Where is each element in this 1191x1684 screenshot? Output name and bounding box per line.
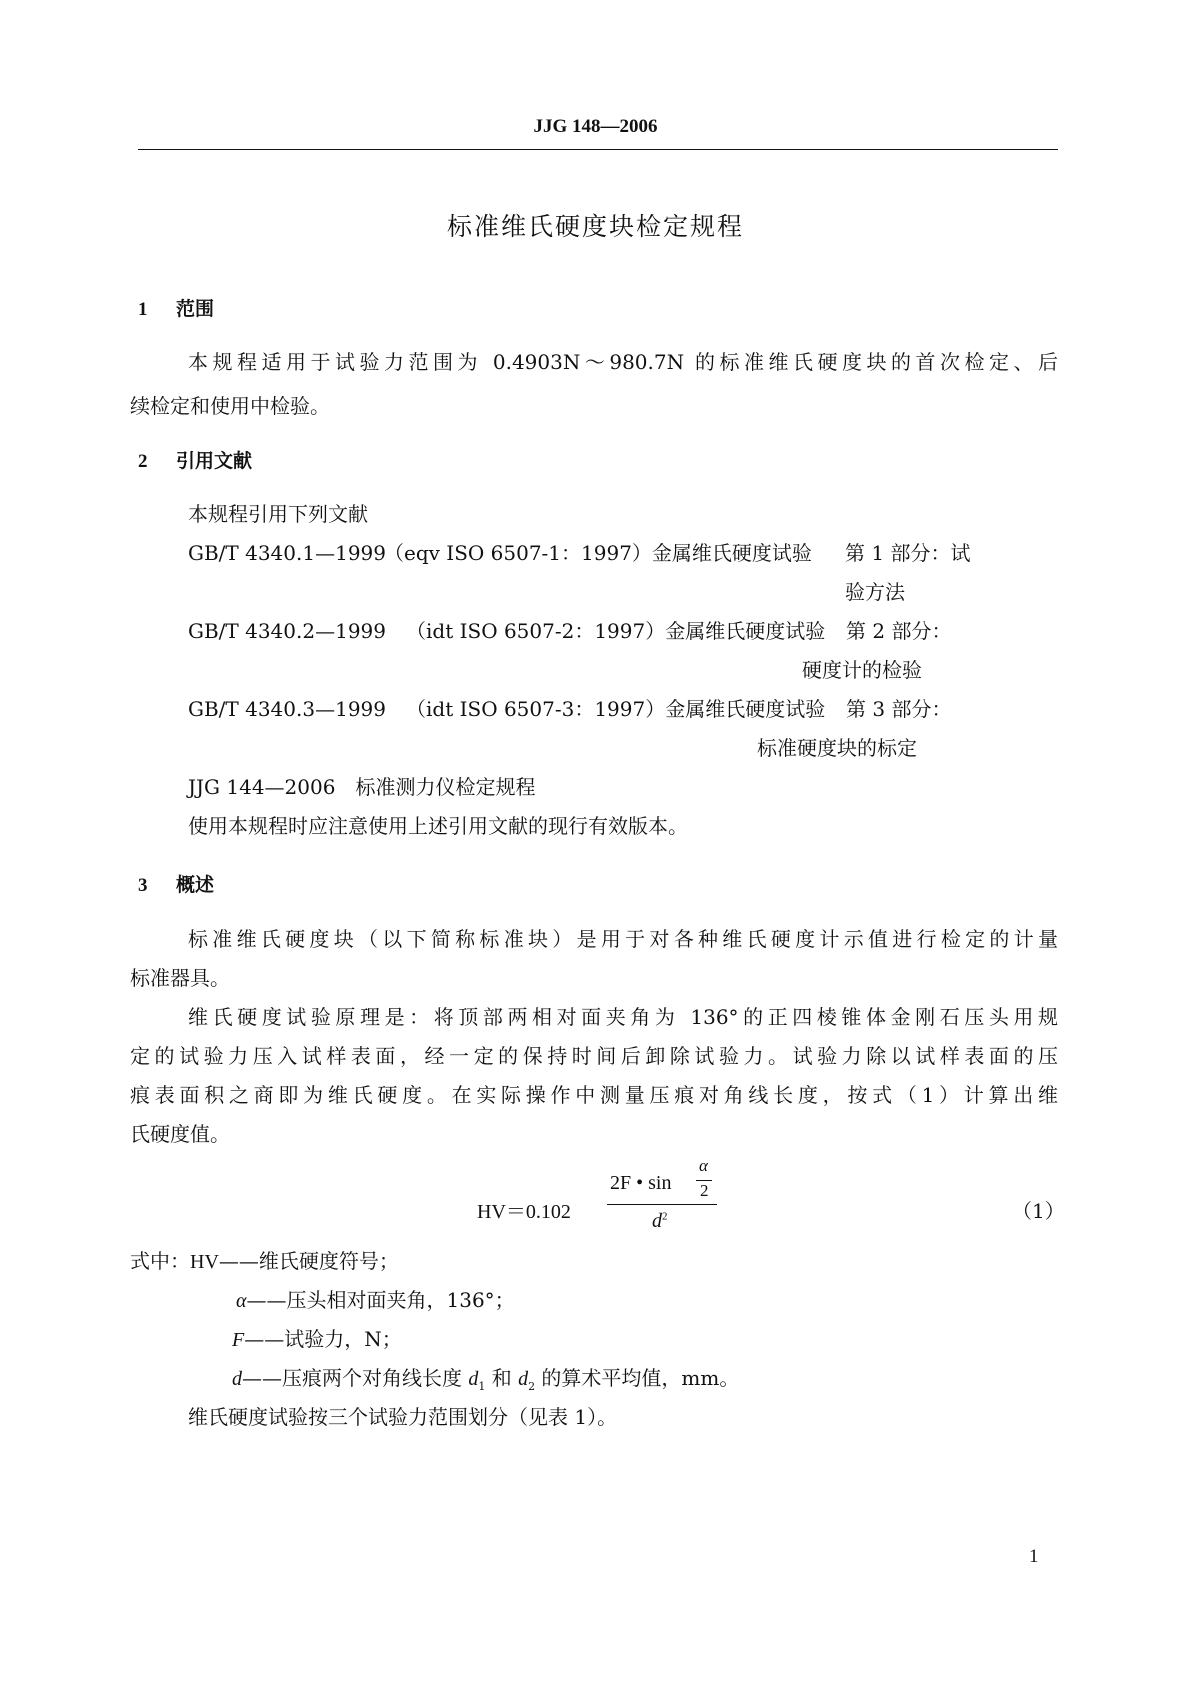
definition-tail: 的算术平均值，mm。 (535, 1366, 740, 1390)
formula-label: （1） (1012, 1199, 1065, 1223)
reference-part-cont: 硬度计的检验 (802, 658, 922, 682)
reference-part: 第 3 部分： (846, 697, 952, 721)
reference-standard: （idt ISO 6507-2：1997）金属维氏硬度试验 (406, 619, 826, 643)
references-note: 使用本规程时应注意使用上述引用文献的现行有效版本。 (188, 814, 688, 838)
definition-text: ——压头相对面夹角，136°； (246, 1288, 515, 1312)
page-number: 1 (1029, 1546, 1039, 1567)
section-3-heading (138, 870, 214, 897)
section-2-heading (138, 446, 252, 473)
section-1-heading (138, 294, 214, 321)
section-number: 1 (138, 299, 148, 320)
definition-hv (130, 1247, 399, 1276)
definition-alpha (236, 1286, 515, 1315)
section-number: 3 (138, 875, 148, 896)
formula-num-sin: • sin (636, 1172, 672, 1194)
symbol-d2: d (518, 1368, 529, 1390)
section-title: 概述 (176, 874, 215, 896)
formula-numerator (610, 1172, 671, 1195)
formula-denominator (652, 1210, 668, 1233)
reference-part: 第 1 部分：试 (845, 541, 971, 565)
symbol-d: d (232, 1368, 242, 1390)
formula-lhs: HV＝0.102 (477, 1201, 571, 1223)
reference-part-cont: 验方法 (845, 580, 905, 604)
formula-den-d: d (652, 1210, 662, 1232)
symbol-d1: d (468, 1368, 479, 1390)
definition-text: ——维氏硬度符号； (218, 1249, 399, 1273)
reference-standard: （idt ISO 6507-3：1997）金属维氏硬度试验 (406, 697, 826, 721)
symbol-hv: HV (190, 1251, 219, 1273)
section-3-p2-line-3: 痕表面积之商即为维氏硬度。在实际操作中测量压痕对角线长度，按式（1）计算出维 (130, 1083, 1058, 1107)
subscript-2: 2 (528, 1380, 536, 1393)
reference-code: GB/T 4340.1—1999 (188, 541, 386, 565)
reference-part: 第 2 部分： (846, 619, 952, 643)
section-3-p1-line-1: 标准维氏硬度块（以下简称标准块）是用于对各种维氏硬度计示值进行检定的计量 (188, 927, 1058, 951)
section-3-p2-line-1: 维氏硬度试验原理是：将顶部两相对面夹角为 136°的正四棱锥体金刚石压头用规 (188, 1005, 1058, 1029)
references-intro: 本规程引用下列文献 (188, 502, 368, 526)
page-title: 标准维氏硬度块检定规程 (446, 212, 744, 241)
section-title: 引用文献 (176, 450, 253, 472)
reference-standard: （eqv ISO 6507-1：1997）金属维氏硬度试验 (384, 541, 812, 565)
subscript-1: 1 (478, 1380, 486, 1393)
header-code: JJG 148—2006 (533, 116, 658, 137)
section-3-p2-line-4: 氏硬度值。 (130, 1122, 230, 1146)
section-number: 2 (138, 451, 148, 472)
header-rule (138, 149, 1058, 150)
section-3-last-line: 维氏硬度试验按三个试验力范围划分（见表 1）。 (188, 1405, 618, 1429)
section-title: 范围 (176, 298, 215, 320)
reference-jjg: JJG 144—2006 标准测力仪检定规程 (188, 775, 536, 799)
definition-d (232, 1364, 739, 1401)
formula-frac-num: α (699, 1156, 708, 1175)
section-1-line-1: 本规程适用于试验力范围为 0.4903N～980.7N 的标准维氏硬度块的首次检定、后 (188, 350, 1058, 374)
symbol-f: F (232, 1329, 245, 1351)
symbol-alpha: α (236, 1290, 247, 1312)
definition-text: ——试验力，N； (244, 1327, 402, 1351)
conjunction: 和 (485, 1366, 519, 1390)
reference-code: GB/T 4340.3—1999 (188, 697, 386, 721)
where-prefix: 式中： (130, 1249, 190, 1273)
reference-code: GB/T 4340.2—1999 (188, 619, 386, 643)
formula-den-exponent: 2 (662, 1210, 668, 1223)
reference-part-cont: 标准硬度块的标定 (757, 736, 917, 760)
section-3-p1-line-2: 标准器具。 (130, 966, 230, 990)
section-1-line-2: 续检定和使用中检验。 (130, 394, 330, 418)
formula-frac-den: 2 (700, 1181, 709, 1200)
section-3-p2-line-2: 定的试验力压入试样表面，经一定的保持时间后卸除试验力。试验力除以试样表面的压 (130, 1044, 1058, 1068)
definition-text: ——压痕两个对角线长度 (242, 1366, 469, 1390)
formula-fraction-bar (607, 1204, 717, 1205)
definition-f (232, 1325, 402, 1354)
formula-num-2f: 2F (610, 1172, 632, 1194)
